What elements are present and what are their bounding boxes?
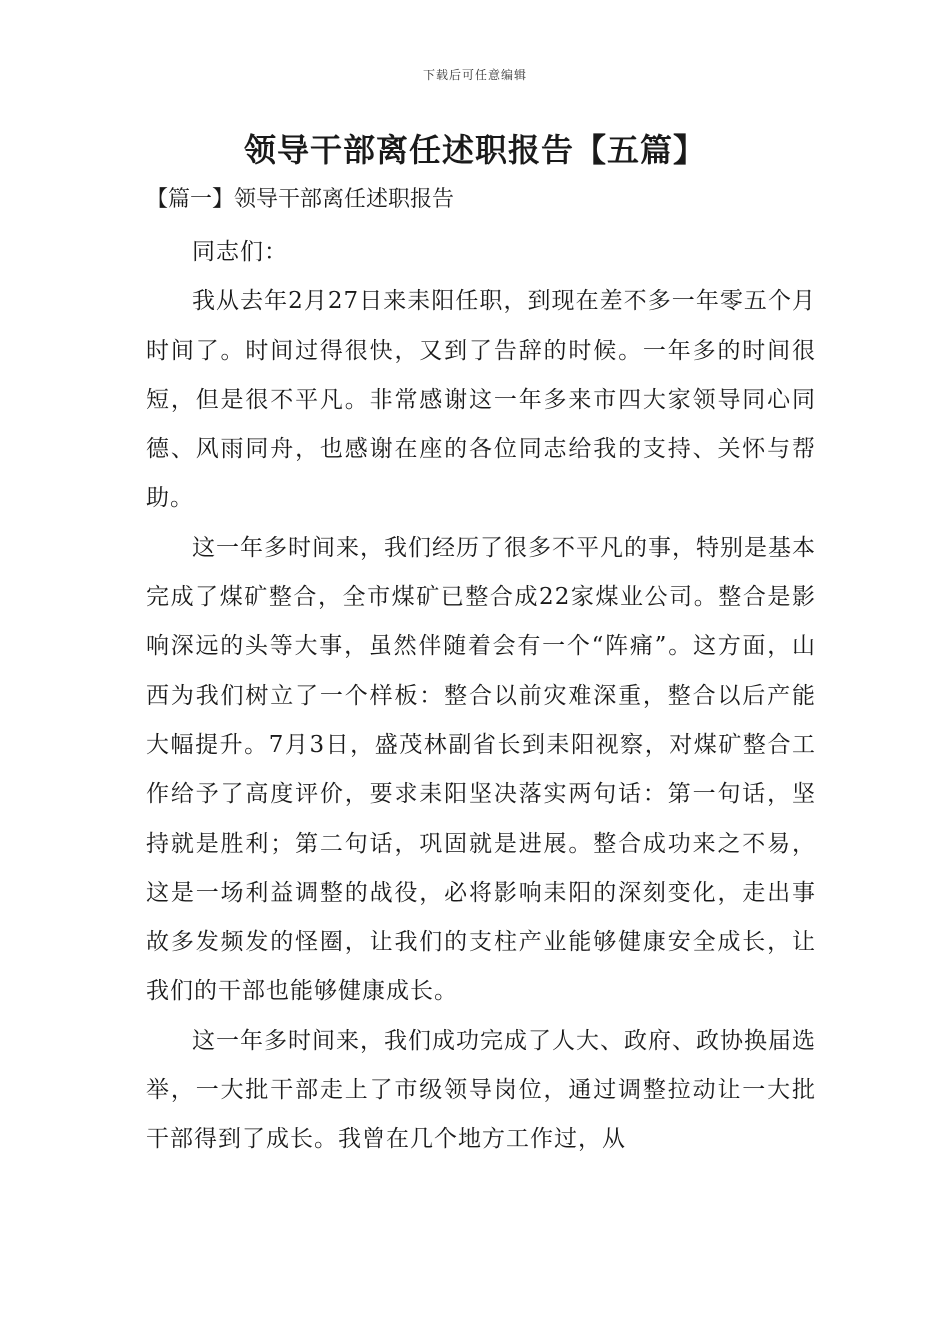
paragraph-2: 这一年多时间来，我们经历了很多不平凡的事，特别是基本完成了煤矿整合，全市煤矿已整合成22家煤业公司。整合是影响深远的头等大事，虽然伴随着会有一个“阵痛”。这方面，山西为我们树立了一个样板：整合以前灾难深重，整合以后产能大幅提升。7月3日，盛茂林副省长到耒阳视察，对煤矿整合工作给予了高度评价，要求耒阳坚决落实两句话：第一句话，坚持就是胜利；第二句话，巩固就是进展。整合成功来之不易，这是一场利益调整的战役，必将影响耒阳的深刻变化，走出事故多发频发的怪圈，让我们的支柱产业能够健康安全成长，让我们的干部也能够健康成长。: [146, 534, 816, 1005]
document-title: 领导干部离任述职报告【五篇】: [243, 131, 706, 169]
document-body: [146, 228, 816, 1165]
paragraph-3: 这一年多时间来，我们成功完成了人大、政府、政协换届选举，一大批干部走上了市级领导岗位，通过调整拉动让一大批干部得到了成长。我曾在几个地方工作过，从: [146, 1027, 816, 1153]
salutation: 同志们：: [192, 239, 288, 265]
section-heading: 【篇一】领导干部离任述职报告: [146, 187, 455, 212]
paragraph-1: 我从去年2月27日来耒阳任职，到现在差不多一年零五个月时间了。时间过得很快，又到了告辞的时候。一年多的时间很短，但是很不平凡。非常感谢这一年多来市四大家领导同心同德、风雨同舟，也感谢在座的各位同志给我的支持、关怀与帮助。: [146, 288, 816, 512]
page-header-note: 下载后可任意编辑: [422, 68, 527, 82]
